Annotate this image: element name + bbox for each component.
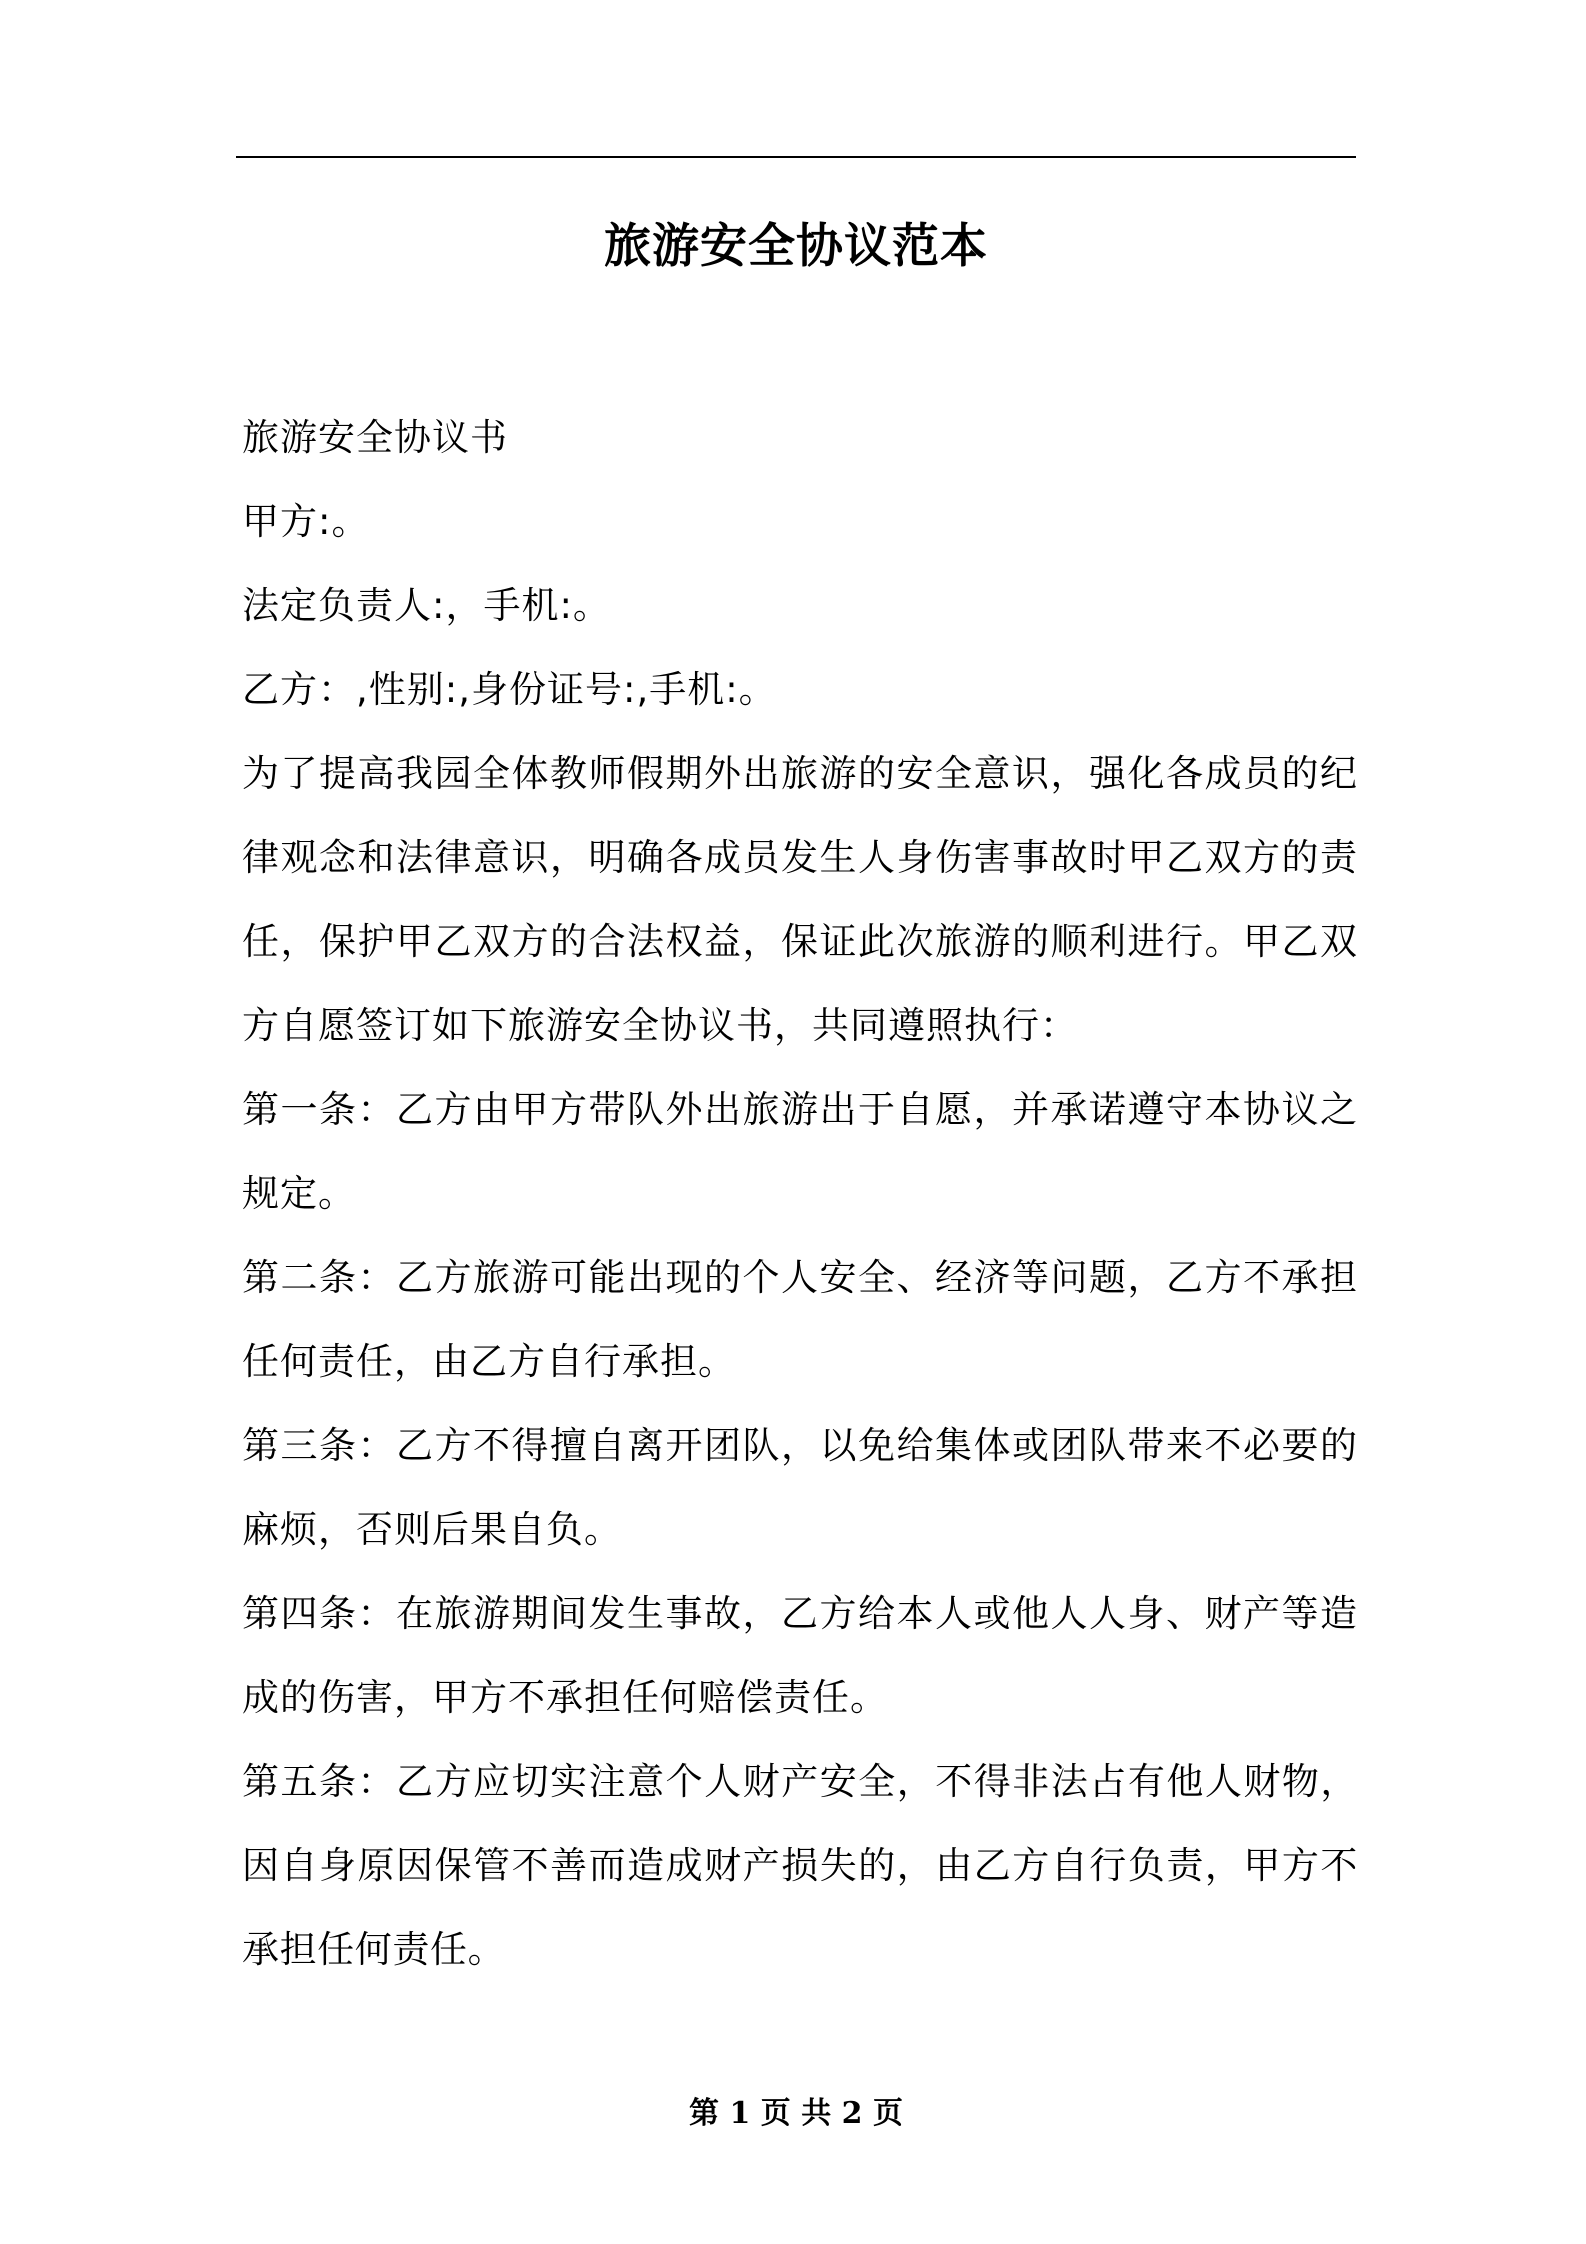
party-b-line: 乙方：,性别:,身份证号:,手机:。 (242, 668, 777, 711)
document-title: 旅游安全协议范本 (604, 219, 988, 274)
agreement-heading: 旅游安全协议书 (242, 416, 508, 459)
article-5: 第五条：乙方应切实注意个人财产安全，不得非法占有他人财物，因自身原因保管不善而造成财产损失的，由乙方自行负责，甲方不承担任何责任。 (242, 1760, 1358, 1971)
legal-representative-line: 法定负责人:，手机:。 (242, 584, 611, 627)
article-4: 第四条：在旅游期间发生事故，乙方给本人或他人人身、财产等造成的伤害，甲方不承担任何赔偿责任。 (242, 1592, 1358, 1719)
article-1: 第一条：乙方由甲方带队外出旅游出于自愿，并承诺遵守本协议之规定。 (242, 1088, 1358, 1215)
article-2: 第二条：乙方旅游可能出现的个人安全、经济等问题，乙方不承担任何责任，由乙方自行承担。 (242, 1256, 1358, 1383)
page-prefix: 第 (688, 2096, 719, 2131)
header-rule (236, 156, 1356, 158)
current-page-number: 1 (729, 2096, 751, 2131)
party-a-line: 甲方:。 (242, 500, 370, 543)
total-pages-number: 2 (841, 2096, 863, 2131)
document-body (242, 396, 1358, 1992)
preamble-paragraph: 为了提高我园全体教师假期外出旅游的安全意识，强化各成员的纪律观念和法律意识，明确各成员发生人身伤害事故时甲乙双方的责任，保护甲乙双方的合法权益，保证此次旅游的顺利进行。甲乙双方自愿签订如下旅游安全协议书，共同遵照执行： (242, 752, 1358, 1047)
article-3: 第三条：乙方不得擅自离开团队，以免给集体或团队带来不必要的麻烦，否则后果自负。 (242, 1424, 1358, 1551)
page-suffix: 页 (873, 2096, 903, 2131)
page-middle-text: 页 共 (760, 2096, 832, 2131)
page-number-footer (236, 2094, 1356, 2134)
